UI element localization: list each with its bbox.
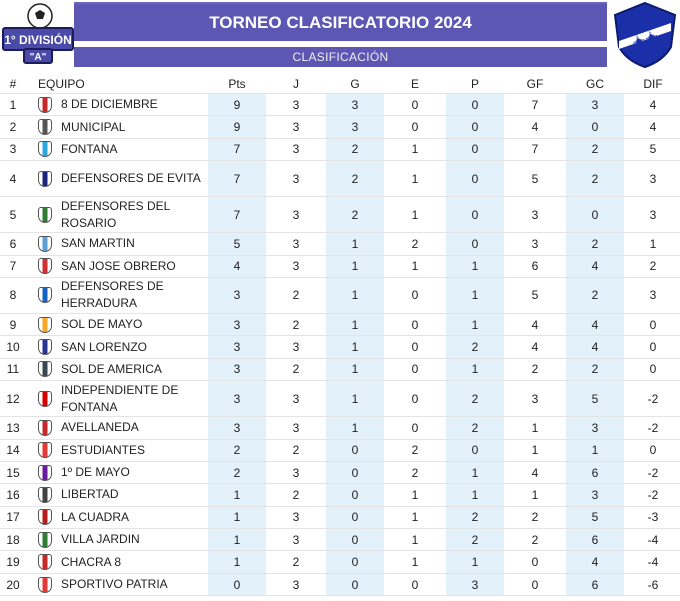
team-crest-icon: [34, 551, 56, 572]
stat-dif: 3: [649, 207, 657, 222]
table-row: [0, 529, 680, 551]
stat-e: 0: [411, 362, 419, 377]
crest-shape: [38, 465, 52, 481]
team-crest-icon: [34, 462, 56, 483]
team-crest-icon: [34, 417, 56, 438]
team-name: CHACRA 8: [61, 554, 122, 569]
stat-g: 3: [326, 116, 384, 137]
stat-p: 1: [446, 359, 504, 380]
stat-p: 1: [446, 551, 504, 572]
stat-gc: 2: [566, 161, 624, 196]
row-position: 7: [9, 259, 17, 274]
stat-g: 0: [326, 574, 384, 595]
stat-pts: 7: [208, 197, 266, 232]
stat-pts: 1: [208, 507, 266, 528]
row-position: 6: [9, 236, 17, 251]
stat-j: 2: [292, 487, 300, 502]
table-row: [0, 381, 680, 417]
table-row: [0, 256, 680, 278]
stat-gf: 3: [531, 391, 539, 406]
header-gc: GC: [586, 77, 604, 91]
stat-p: 0: [446, 94, 504, 115]
team-name: 1º DE MAYO: [61, 465, 130, 480]
crest-shape: [38, 207, 52, 223]
stat-gf: 2: [531, 362, 539, 377]
header-pts: Pts: [228, 77, 246, 91]
table-row: [0, 336, 680, 358]
crest-shape: [38, 141, 52, 157]
stat-dif: 0: [649, 443, 657, 458]
stat-gf: 2: [531, 510, 539, 525]
stat-gc: 4: [566, 336, 624, 357]
row-position: 10: [6, 340, 20, 355]
stat-gc: 4: [566, 314, 624, 335]
team-name: INDEPENDIENTE DE FONTANA: [61, 382, 179, 414]
stat-gf: 1: [531, 487, 539, 502]
crest-shape: [38, 287, 52, 303]
stat-j: 3: [292, 465, 300, 480]
stat-gc: 3: [566, 484, 624, 505]
stat-j: 3: [292, 171, 300, 186]
stat-p: 2: [446, 336, 504, 357]
stat-j: 2: [292, 288, 300, 303]
league-logo-line1: 1° DIVISIÓN: [4, 33, 72, 47]
team-name: SOL DE MAYO: [61, 317, 143, 332]
row-position: 16: [6, 487, 20, 502]
stat-g: 0: [326, 462, 384, 483]
stat-j: 3: [292, 577, 300, 592]
team-crest-icon: [34, 529, 56, 550]
page-title: TORNEO CLASIFICATORIO 2024: [74, 2, 607, 41]
stat-gc: 6: [566, 529, 624, 550]
stat-gf: 1: [531, 420, 539, 435]
team-crest-icon: [34, 116, 56, 137]
table-row: [0, 161, 680, 197]
stat-g: 3: [326, 94, 384, 115]
stat-gf: 4: [531, 465, 539, 480]
stat-dif: -2: [647, 465, 659, 480]
stat-dif: -4: [647, 532, 659, 547]
stat-g: 0: [326, 507, 384, 528]
header-pos: #: [9, 77, 17, 91]
stat-p: 1: [446, 314, 504, 335]
stat-p: 0: [446, 139, 504, 160]
stat-pts: 4: [208, 256, 266, 277]
header-g: G: [350, 77, 360, 91]
stat-gf: 3: [531, 207, 539, 222]
table-row: [0, 462, 680, 484]
stat-gc: 4: [566, 256, 624, 277]
stat-e: 0: [411, 577, 419, 592]
stat-g: 1: [326, 381, 384, 416]
stat-e: 0: [411, 288, 419, 303]
row-position: 8: [9, 288, 17, 303]
row-position: 15: [6, 465, 20, 480]
stat-p: 2: [446, 507, 504, 528]
stat-e: 2: [411, 443, 419, 458]
stat-g: 0: [326, 440, 384, 461]
stat-gf: 4: [531, 340, 539, 355]
team-crest-icon: [34, 94, 56, 115]
stat-pts: 1: [208, 484, 266, 505]
stat-e: 1: [411, 532, 419, 547]
stat-dif: -6: [647, 577, 659, 592]
row-position: 4: [9, 171, 17, 186]
team-crest-icon: [34, 139, 56, 160]
stat-pts: 3: [208, 336, 266, 357]
row-position: 14: [6, 443, 20, 458]
crest-shape: [38, 532, 52, 548]
stat-p: 2: [446, 529, 504, 550]
stat-p: 2: [446, 381, 504, 416]
stat-p: 0: [446, 233, 504, 254]
stat-pts: 1: [208, 529, 266, 550]
stat-j: 2: [292, 317, 300, 332]
stat-dif: 0: [649, 340, 657, 355]
stat-pts: 3: [208, 359, 266, 380]
table-row: [0, 484, 680, 506]
team-name: FONTANA: [61, 141, 118, 156]
stat-gc: 3: [566, 417, 624, 438]
row-position: 19: [6, 555, 20, 570]
stat-j: 3: [292, 259, 300, 274]
team-name: 8 DE DICIEMBRE: [61, 97, 158, 112]
stat-p: 1: [446, 278, 504, 313]
team-name: MUNICIPAL: [61, 119, 126, 134]
stat-e: 1: [411, 259, 419, 274]
stat-g: 0: [326, 484, 384, 505]
stat-e: 1: [411, 555, 419, 570]
stat-p: 0: [446, 161, 504, 196]
stat-j: 3: [292, 207, 300, 222]
stat-gc: 0: [566, 197, 624, 232]
stat-pts: 9: [208, 116, 266, 137]
stat-e: 0: [411, 340, 419, 355]
stat-g: 2: [326, 197, 384, 232]
team-crest-icon: [34, 381, 56, 416]
stat-g: 2: [326, 161, 384, 196]
stat-pts: 7: [208, 139, 266, 160]
team-crest-icon: [34, 233, 56, 254]
crest-shape: [38, 554, 52, 570]
stat-dif: 1: [649, 236, 657, 251]
crest-shape: [38, 577, 52, 593]
stat-j: 2: [292, 555, 300, 570]
stat-e: 1: [411, 510, 419, 525]
row-position: 2: [9, 120, 17, 135]
stat-pts: 0: [208, 574, 266, 595]
stat-gc: 2: [566, 278, 624, 313]
table-row: [0, 139, 680, 161]
table-row: [0, 507, 680, 529]
table-row: [0, 359, 680, 381]
stat-pts: 2: [208, 440, 266, 461]
stat-p: 1: [446, 484, 504, 505]
header-dif: DIF: [643, 77, 663, 91]
stat-j: 3: [292, 510, 300, 525]
row-position: 17: [6, 510, 20, 525]
stat-gf: 5: [531, 171, 539, 186]
stat-gf: 5: [531, 288, 539, 303]
stat-dif: 3: [649, 171, 657, 186]
stat-dif: -4: [647, 555, 659, 570]
stat-j: 3: [292, 340, 300, 355]
stat-e: 1: [411, 207, 419, 222]
row-position: 3: [9, 142, 17, 157]
stat-dif: -3: [647, 510, 659, 525]
stat-g: 1: [326, 233, 384, 254]
stat-dif: -2: [647, 487, 659, 502]
stat-gc: 6: [566, 574, 624, 595]
stat-dif: 0: [649, 362, 657, 377]
crest-shape: [38, 236, 52, 252]
team-crest-icon: [34, 314, 56, 335]
team-name: SPORTIVO PATRIA: [61, 577, 168, 592]
team-crest-icon: [34, 336, 56, 357]
stat-gf: 1: [531, 443, 539, 458]
team-name: DEFENSORES DEL ROSARIO: [61, 198, 170, 230]
stat-g: 1: [326, 278, 384, 313]
crest-shape: [38, 339, 52, 355]
table-header: [0, 75, 680, 94]
stat-p: 0: [446, 197, 504, 232]
team-name: LA CUADRA: [61, 509, 130, 524]
stat-gf: 4: [531, 120, 539, 135]
row-position: 13: [6, 420, 20, 435]
stat-dif: 2: [649, 259, 657, 274]
table-row: [0, 574, 680, 596]
stat-e: 1: [411, 171, 419, 186]
stat-g: 1: [326, 314, 384, 335]
team-name: VILLA JARDIN: [61, 532, 140, 547]
stat-e: 0: [411, 317, 419, 332]
league-logo: [2, 2, 74, 68]
team-name: LIBERTAD: [61, 487, 119, 502]
team-name: SAN JOSE OBRERO: [61, 258, 176, 273]
stat-pts: 2: [208, 462, 266, 483]
stat-pts: 1: [208, 551, 266, 572]
team-name: AVELLANEDA: [61, 420, 139, 435]
crest-shape: [38, 509, 52, 525]
stat-p: 1: [446, 256, 504, 277]
stat-p: 0: [446, 440, 504, 461]
stat-gc: 5: [566, 507, 624, 528]
stat-j: 3: [292, 532, 300, 547]
stat-j: 3: [292, 420, 300, 435]
stat-gc: 6: [566, 462, 624, 483]
team-crest-icon: [34, 440, 56, 461]
stat-e: 0: [411, 97, 419, 112]
stat-p: 0: [446, 116, 504, 137]
league-logo-line2: "A": [29, 52, 47, 63]
crest-shape: [38, 97, 52, 113]
stat-pts: 5: [208, 233, 266, 254]
stat-j: 3: [292, 142, 300, 157]
stat-j: 2: [292, 362, 300, 377]
stat-pts: 3: [208, 278, 266, 313]
stat-dif: 4: [649, 97, 657, 112]
stat-gc: 4: [566, 551, 624, 572]
stat-e: 2: [411, 236, 419, 251]
team-crest-icon: [34, 574, 56, 595]
crest-shape: [38, 317, 52, 333]
stat-e: 1: [411, 487, 419, 502]
team-name: ESTUDIANTES: [61, 442, 146, 457]
stat-dif: 0: [649, 317, 657, 332]
row-position: 20: [6, 577, 20, 592]
crest-shape: [38, 487, 52, 503]
stat-gf: 0: [531, 577, 539, 592]
table-row: [0, 440, 680, 462]
stat-pts: 3: [208, 381, 266, 416]
stat-e: 0: [411, 120, 419, 135]
stat-e: 0: [411, 420, 419, 435]
stat-gf: 2: [531, 532, 539, 547]
table-row: [0, 94, 680, 116]
stat-gf: 4: [531, 317, 539, 332]
stat-pts: 7: [208, 161, 266, 196]
team-crest-icon: [34, 359, 56, 380]
row-position: 18: [6, 532, 20, 547]
stat-gc: 2: [566, 139, 624, 160]
stat-g: 0: [326, 551, 384, 572]
stat-g: 1: [326, 336, 384, 357]
stat-g: 1: [326, 359, 384, 380]
stat-g: 2: [326, 139, 384, 160]
stat-gc: 5: [566, 381, 624, 416]
stat-gf: 0: [531, 555, 539, 570]
stat-j: 3: [292, 97, 300, 112]
team-crest-icon: [34, 197, 56, 232]
team-crest-icon: [34, 484, 56, 505]
row-position: 12: [6, 391, 20, 406]
stat-dif: -2: [647, 391, 659, 406]
stat-dif: 3: [649, 288, 657, 303]
row-position: 1: [9, 97, 17, 112]
stat-pts: 3: [208, 417, 266, 438]
stat-j: 3: [292, 391, 300, 406]
row-position: 9: [9, 317, 17, 332]
stat-pts: 9: [208, 94, 266, 115]
crest-shape: [38, 420, 52, 436]
stat-gc: 0: [566, 116, 624, 137]
table-row: [0, 278, 680, 314]
team-crest-icon: [34, 507, 56, 528]
stat-g: 0: [326, 529, 384, 550]
stat-g: 1: [326, 256, 384, 277]
table-row: [0, 417, 680, 439]
crest-shape: [38, 361, 52, 377]
header-j: J: [293, 77, 299, 91]
stat-j: 3: [292, 236, 300, 251]
stat-e: 0: [411, 391, 419, 406]
stat-j: 2: [292, 443, 300, 458]
team-name: SOL DE AMERICA: [61, 361, 162, 376]
stat-p: 2: [446, 417, 504, 438]
stat-gf: 7: [531, 142, 539, 157]
svg-text:✦✦: ✦✦: [630, 28, 661, 53]
header-gf: GF: [526, 77, 544, 91]
stat-gc: 3: [566, 94, 624, 115]
header-team: EQUIPO: [38, 76, 85, 91]
stat-gc: 2: [566, 233, 624, 254]
team-crest-icon: [34, 256, 56, 277]
crest-shape: [38, 391, 52, 407]
team-crest-icon: [34, 161, 56, 196]
page-subtitle: CLASIFICACIÓN: [74, 47, 607, 67]
team-name: SAN MARTIN: [61, 236, 135, 251]
stat-g: 1: [326, 417, 384, 438]
team-name: SAN LORENZO: [61, 339, 148, 354]
stat-j: 3: [292, 120, 300, 135]
club-crest-logo: [613, 1, 677, 69]
stat-gf: 7: [531, 97, 539, 112]
team-crest-icon: [34, 278, 56, 313]
standings-table: [0, 75, 680, 596]
row-position: 5: [9, 207, 17, 222]
stat-p: 1: [446, 462, 504, 483]
team-name: DEFENSORES DE HERRADURA: [61, 279, 164, 311]
table-row: [0, 233, 680, 255]
crest-shape: [38, 258, 52, 274]
stat-gf: 6: [531, 259, 539, 274]
header-p: P: [470, 77, 479, 91]
table-row: [0, 551, 680, 573]
stat-p: 3: [446, 574, 504, 595]
crest-shape: [38, 119, 52, 135]
stat-gc: 1: [566, 440, 624, 461]
stat-gf: 3: [531, 236, 539, 251]
stat-e: 1: [411, 142, 419, 157]
stat-dif: 4: [649, 120, 657, 135]
stat-e: 2: [411, 465, 419, 480]
table-row: [0, 314, 680, 336]
stat-gc: 2: [566, 359, 624, 380]
crest-shape: [38, 442, 52, 458]
stat-dif: -2: [647, 420, 659, 435]
row-position: 11: [6, 362, 20, 377]
stat-dif: 5: [649, 142, 657, 157]
crest-shape: [38, 171, 52, 187]
stat-pts: 3: [208, 314, 266, 335]
table-row: [0, 197, 680, 233]
table-row: [0, 116, 680, 138]
header-e: E: [410, 77, 419, 91]
team-name: DEFENSORES DE EVITA: [61, 171, 201, 186]
